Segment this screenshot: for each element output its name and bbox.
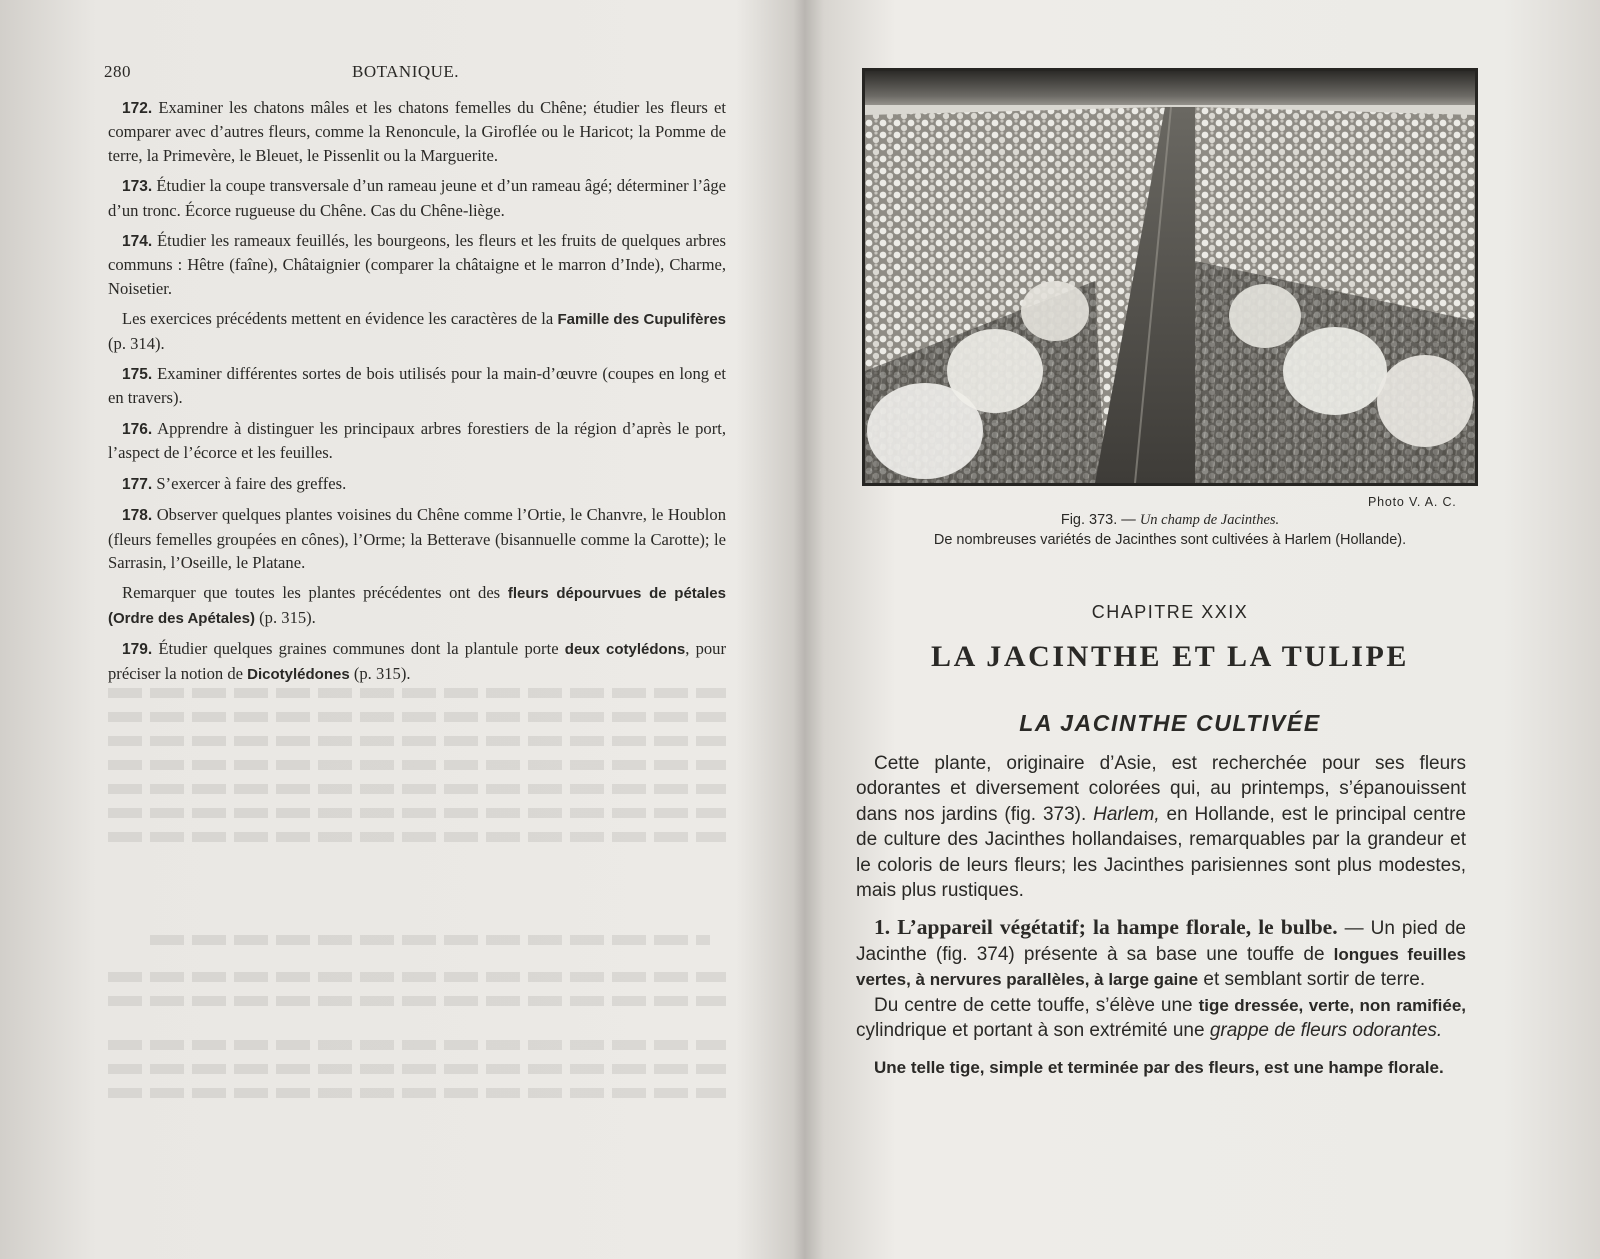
show-through [108,972,726,982]
section-title: LA JACINTHE CULTIVÉE [1019,710,1321,736]
body-text [856,751,1466,1081]
figure-caption [860,510,1480,550]
chapter-label: CHAPITRE XXIX [1091,602,1249,622]
show-through [108,996,726,1006]
figure-label: Fig. 373. — [1060,512,1140,528]
show-through [108,760,726,770]
exercise-177: 177. S’exercer à faire des greffes. [122,473,347,493]
figure-title-line [860,510,1480,530]
exercise-174: 174. Étudier les rameaux feuillés, les bourgeons, les fleurs et les fruits de quelques arbres communs : Hêtre (faîne), Châtaignier (comparer la châtaigne et le marron d’Inde), Charme, Noisetier. [108,231,726,298]
spacer [856,1043,1466,1055]
hyacinth-field-photo [862,68,1478,486]
exercise-179: 179. Étudier quelques graines communes dont la plantule porte deux cotylédons, pour préciser la notion de Dicotylédones (p. 315). [108,639,726,683]
exercise-173: 173. Étudier la coupe transversale d’un rameau jeune et d’un rameau âgé; déterminer l’âge d’un tronc. Écorce rugueuse du Chêne. Cas du Chêne-liège. [108,176,726,220]
note-apetales: Remarquer que toutes les plantes précédentes ont des fleurs dépourvues de pétales (Ordre des Apétales) (p. 315). [108,583,726,627]
paragraph-vegetatif: 1. L’appareil végétatif; la hampe florale, le bulbe. — Un pied de Jacinthe (fig. 374) présente à sa base une touffe de longues feuilles vertes, à nervures parallèles, à large gaine et semblant sortir de terre. [856,915,1467,991]
page-number: 280 [104,62,131,81]
intro-paragraph: Cette plante, originaire d’Asie, est recherchée pour ses fleurs odorantes et diversement colorées qui, au printemps, s’épanouissent dans nos jardins (fig. 373). Harlem, en Hollande, est le principal centre de culture des Jacinthes hollandaises, remarquables par la grandeur et le coloris de leurs fleurs; les Jacinthes parisiennes sont plus modestes, mais plus rustiques. [856,753,1466,902]
spacer [856,903,1466,915]
exercise-175: 175. Examiner différentes sortes de bois utilisés pour la main-d’œuvre (coupes en long et en travers). [108,364,726,408]
show-through [108,1064,726,1074]
photo-credit: Photo V. A. C. [1368,495,1457,509]
show-through [108,832,726,842]
show-through [150,935,710,945]
running-head-title: BOTANIQUE. [352,62,460,81]
show-through [108,712,726,722]
figure-description: De nombreuses variétés de Jacinthes sont cultivées à Harlem (Hollande). [933,532,1407,548]
show-through [108,688,726,698]
exercise-178: 178. Observer quelques plantes voisines du Chêne comme l’Ortie, le Chanvre, le Houblon (fleurs femelles groupées en cônes), l’Orme; la Betterave (bisannuelle comme la Carotte); le Sarrasin, l’Oseille, le Platane. [108,505,726,572]
definition-hampe: Une telle tige, simple et terminée par des fleurs, est une hampe florale. [874,1058,1444,1078]
exercise-172: 172. Examiner les chatons mâles et les chatons femelles du Chêne; étudier les fleurs et comparer avec d’autres fleurs, comme la Renoncule, la Giroflée ou le Haricot; la Pomme de terre, la Primevère, le Bleuet, le Pissenlit ou la Marguerite. [108,98,726,165]
exercise-176: 176. Apprendre à distinguer les principaux arbres forestiers de la région d’après le port, l’aspect de l’écorce et les feuilles. [108,418,726,463]
note-cupuliferes: Les exercices précédents mettent en évidence les caractères de la Famille des Cupulifères (p. 314). [108,309,727,353]
exercise-list [108,96,726,693]
show-through [108,1040,726,1050]
right-page [800,0,1600,1259]
paragraph-tige: Du centre de cette touffe, s’élève une tige dressée, verte, non ramifiée, cylindrique et portant à son extrémité une grappe de fleurs odorantes. [856,994,1466,1042]
figure-title: Un champ de Jacinthes. [1139,512,1280,528]
show-through [108,1088,726,1098]
chapter-title: LA JACINTHE ET LA TULIPE [930,640,1410,673]
show-through [108,736,726,746]
subheading: 1. L’appareil végétatif; la hampe florale, le bulbe. [874,915,1338,940]
photo-illustration [865,71,1475,483]
show-through [108,808,726,818]
show-through [108,784,726,794]
